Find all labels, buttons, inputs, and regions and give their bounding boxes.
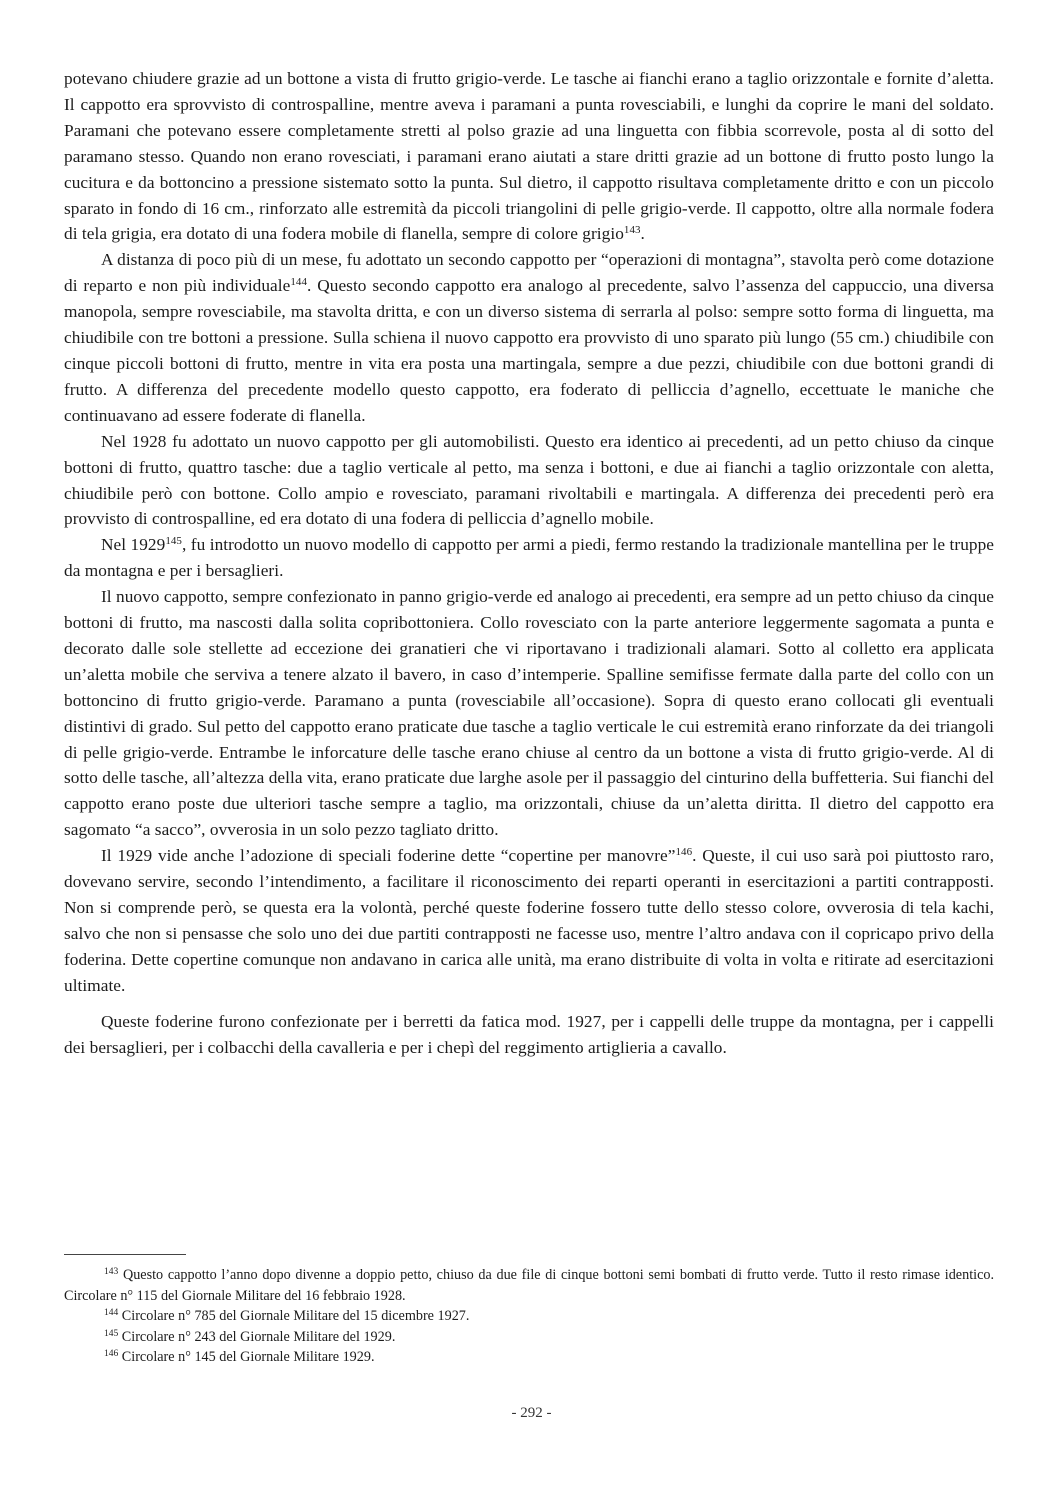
footnote-text: Circolare n° 145 del Giornale Militare 1929. bbox=[121, 1349, 375, 1366]
paragraph-text: Nel 1929 bbox=[101, 535, 166, 555]
paragraph-text: . Questo secondo cappotto era analogo al precedente, salvo l’assenza del cappuccio, una diversa manopola, sempre rovesciabile, ma stavolta dritta, e con un diverso sistema di serrarla al polso: sempre sotto forma di linguetta, ma chiudibile con tre bottoni a pressione. Sulla schiena il nuovo cappotto era provvisto di uno sparato più lungo (55 cm.) chiudibile con cinque piccoli bottoni di frutto, mentre in vita era posta una martingala, sempre a due pezzi, chiudibile con due bottoni grandi di frutto. A differenza del precedente modello questo cappotto, era foderato di pelliccia d’agnello, eccettuate le maniche che continuavano ad essere foderate di flanella. bbox=[64, 276, 995, 425]
footnote-145 bbox=[64, 1327, 994, 1348]
paragraph-1 bbox=[64, 66, 994, 247]
footnote-number: 146 bbox=[104, 1349, 119, 1360]
footnote-ref-144[interactable]: 144 bbox=[290, 276, 308, 289]
paragraph-text: Nel 1928 fu adottato un nuovo cappotto per gli automobilisti. Questo era identico ai precedenti, ad un petto chiuso da cinque bottoni di frutto, quattro tasche: due a taglio verticale al petto, ma senza i bottoni, e due ai fianchi a taglio orizzontale con aletta, chiudibile però con bottone. Collo ampio e rovesciato, paramani rivoltabili e martingala. A differenza dei precedenti però era provvisto di controspalline, ed era dotato di una fodera di pelliccia d’agnello mobile. bbox=[64, 431, 994, 529]
footnotes bbox=[64, 1254, 994, 1368]
paragraph-3 bbox=[64, 429, 994, 533]
paragraph-6 bbox=[64, 843, 994, 998]
paragraph-text: . bbox=[640, 224, 645, 244]
paragraph-text: A distanza di poco più di un mese, fu adottato un secondo cappotto per “operazioni di montagna”, stavolta però come dotazione di reparto e non più individuale bbox=[64, 250, 994, 296]
page-body bbox=[64, 66, 994, 1060]
footnote-143 bbox=[64, 1265, 994, 1306]
footnote-text: Questo cappotto l’anno dopo divenne a doppio petto, chiuso da due file di cinque bottoni semi bombati di frutto verde. Tutto il resto rimase identico. Circolare n° 115 del Giornale Militare del 16 febbraio 1928. bbox=[64, 1267, 995, 1304]
footnote-ref-143[interactable]: 143 bbox=[623, 224, 641, 237]
paragraph-text: , fu introdotto un nuovo modello di cappotto per armi a piedi, fermo restando la tradizionale mantellina per le truppe da montagna e per i bersaglieri. bbox=[64, 535, 994, 581]
footnote-ref-145[interactable]: 145 bbox=[165, 535, 182, 548]
paragraph-text: Queste foderine furono confezionate per i berretti da fatica mod. 1927, per i cappelli delle truppe da montagna, per i cappelli dei bersaglieri, per i colbacchi della cavalleria e per i chepì del reggimento artiglieria a cavallo. bbox=[64, 1011, 994, 1057]
paragraph-text: potevano chiudere grazie ad un bottone a vista di frutto grigio-verde. Le tasche ai fianchi erano a taglio orizzontale e fornite d’aletta. Il cappotto era sprovvisto di controspalline, mentre aveva i paramani a punta rovesciabili, e lunghi da coprire le mani del soldato. Paramani che potevano essere completamente stretti al polso grazie ad una linguetta con fibbia scorrevole, posta al di sotto del paramano stesso. Quando non erano rovesciati, i paramani erano aiutati a stare dritti grazie ad un bottone di frutto posto lungo la cucitura e da bottoncino a pressione sistemato sotto la punta. Sul dietro, il cappotto risultava completamente dritto e con un piccolo sparato in fondo di 16 cm., rinforzato alle estremità da piccoli triangolini di pelle grigio-verde. Il cappotto, oltre alla normale fodera di tela grigia, era dotato di una fodera mobile di flanella, sempre di colore grigio bbox=[64, 69, 994, 244]
paragraph-text: Il nuovo cappotto, sempre confezionato in panno grigio-verde ed analogo ai precedenti, era sempre ad un petto chiuso da cinque bottoni di frutto, ma nascosti dalla solita copribottoniera. Collo rovesciato con la parte anteriore leggermente sagomata a punta e decorato dalle sole stellette ad eccezione dei granatieri che vi riportavano i tradizionali alamari. Sotto al colletto era applicata un’aletta mobile che serviva a tenere alzato il bavero, in caso d’intemperie. Spalline semifisse fermate dalla parte del collo con un bottoncino di frutto grigio-verde. Paramano a punta (rovesciabile all’occasione). Sopra di questo erano collocati gli eventuali distintivi di grado. Sul petto del cappotto erano praticate due tasche a taglio verticale le cui estremità erano rinforzate da dei triangoli di pelle grigio-verde. Entrambe le inforcature delle tasche erano chiuse al centro da un bottone a vista di frutto grigio-verde. Al di sotto delle tasche, all’altezza della vita, erano praticate due larghe asole per il passaggio del cinturino della buffetteria. Sui fianchi del cappotto erano poste due ulteriori tasche sempre a taglio, ma orizzontali, chiuse da un’aletta diritta. Il dietro del cappotto era sagomato “a sacco”, ovverosia in un solo pezzo tagliato dritto. bbox=[64, 587, 994, 840]
footnote-text: Circolare n° 243 del Giornale Militare del 1929. bbox=[121, 1328, 396, 1345]
footnote-number: 144 bbox=[104, 1308, 119, 1319]
footnote-separator bbox=[64, 1254, 186, 1255]
footnote-number: 143 bbox=[104, 1267, 119, 1277]
paragraph-5 bbox=[64, 584, 994, 843]
page-number: - 292 - bbox=[511, 1405, 552, 1421]
footnote-text: Circolare n° 785 del Giornale Militare del 15 dicembre 1927. bbox=[121, 1308, 470, 1325]
footnote-ref-146[interactable]: 146 bbox=[675, 846, 693, 859]
paragraph-7 bbox=[64, 1009, 994, 1061]
paragraph-text: Il 1929 vide anche l’adozione di speciali foderine dette “copertine per manovre” bbox=[101, 846, 676, 866]
footnote-146 bbox=[64, 1347, 994, 1368]
paragraph-4 bbox=[64, 532, 994, 584]
paragraph-text: . Queste, il cui uso sarà poi piuttosto raro, dovevano servire, secondo l’intendimento, a facilitare il riconoscimento dei reparti operanti in esercitazioni a partiti contrapposti. Non si comprende però, se questa era la volontà, perché queste foderine fossero tutte dello stesso colore, ovverosia di tela kachi, salvo che non si pensasse che solo uno dei due partiti contrapposti ne facesse uso, mentre l’altro andava con il copricapo privo della foderina. Dette copertine comunque non andavano in carica alle unità, ma erano distribuite di volta in volta e ritirate ad esercitazioni ultimate. bbox=[64, 846, 994, 995]
footnote-number: 145 bbox=[104, 1328, 119, 1339]
footnote-144 bbox=[64, 1306, 994, 1327]
paragraph-2 bbox=[64, 247, 994, 428]
